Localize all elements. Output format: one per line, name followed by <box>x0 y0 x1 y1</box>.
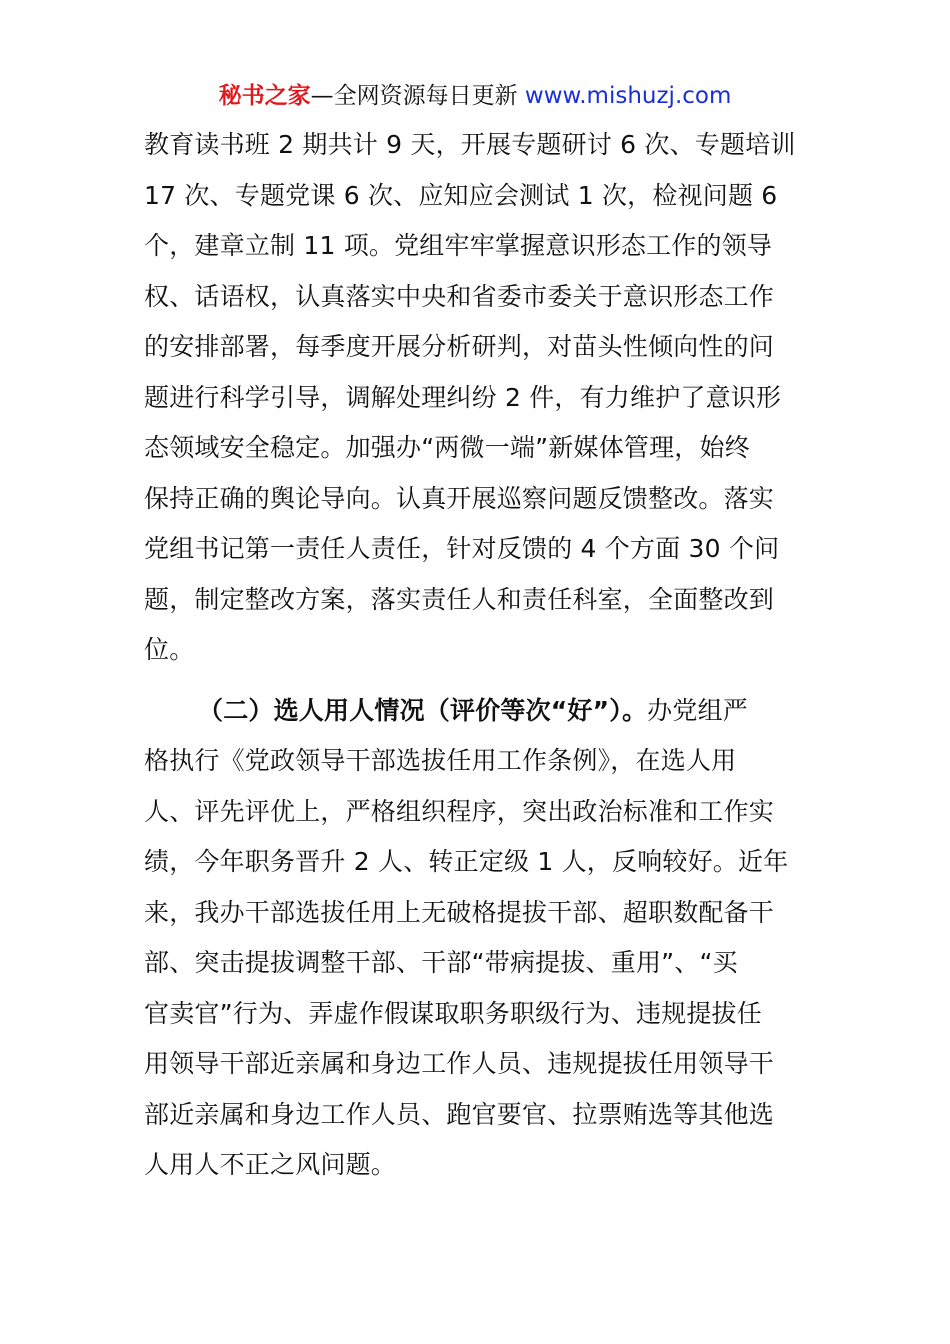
paragraph-line: 人、评先评优上，严格组织程序，突出政治标准和工作实 <box>144 796 775 826</box>
paragraph-1 <box>144 120 809 676</box>
site-url-link[interactable]: www.mishuzj.com <box>524 83 732 109</box>
paragraph-line: 位。 <box>144 635 195 664</box>
paragraph-line: 官卖官”行为、弄虚作假谋取职务职级行为、违规提拔任 <box>144 998 762 1028</box>
site-brand: 秘书之家 <box>218 83 311 109</box>
paragraph-line: 绩，今年职务晋升 2 人、转正定级 1 人，反响较好。近年 <box>144 847 789 876</box>
paragraph-line: 权、话语权，认真落实中央和省委市委关于意识形态工作 <box>144 281 775 311</box>
paragraph-line: 人用人不正之风问题。 <box>144 1150 397 1179</box>
paragraph-line: 部、突击提拔调整干部、干部“带病提拔、重用”、“买 <box>144 948 738 977</box>
paragraph-line: 题，制定整改方案，落实责任人和责任科室，全面整改到 <box>144 584 775 614</box>
paragraph-line: 格执行《党政领导干部选拔任用工作条例》，在选人用 <box>144 746 737 775</box>
paragraph-line-start: 办党组严 <box>647 695 748 725</box>
paragraph-line: 17 次、专题党课 6 次、应知应会测试 1 次，检视问题 6 <box>144 180 778 210</box>
paragraph-line: 态领域安全稳定。加强办“两微一端”新媒体管理，始终 <box>144 433 750 462</box>
paragraph-line: 用领导干部近亲属和身边工作人员、违规提拔任用领导干 <box>144 1049 775 1078</box>
paragraph-2 <box>144 686 809 1191</box>
paragraph-line: 党组书记第一责任人责任，针对反馈的 4 个方面 30 个问 <box>144 534 780 563</box>
section-heading: （二）选人用人情况（评价等次“好”）。 <box>198 695 648 725</box>
paragraph-line: 来，我办干部选拔任用上无破格提拔干部、超职数配备干 <box>144 897 775 927</box>
paragraph-line: 题进行科学引导，调解处理纠纷 2 件，有力维护了意识形 <box>144 382 782 412</box>
document-body <box>144 120 809 1191</box>
paragraph-line: 个，建章立制 11 项。党组牢牢掌握意识形态工作的领导 <box>144 231 773 260</box>
paragraph-line: 教育读书班 2 期共计 9 天，开展专题研讨 6 次、专题培训 <box>144 130 796 159</box>
section-heading-line <box>144 686 809 737</box>
site-header <box>0 80 950 112</box>
paragraph-line: 保持正确的舆论导向。认真开展巡察问题反馈整改。落实 <box>144 483 775 513</box>
site-tagline: —全网资源每日更新 <box>310 83 525 109</box>
paragraph-line: 部近亲属和身边工作人员、跑官要官、拉票贿选等其他选 <box>144 1099 775 1129</box>
paragraph-line: 的安排部署，每季度开展分析研判，对苗头性倾向性的问 <box>144 332 775 361</box>
